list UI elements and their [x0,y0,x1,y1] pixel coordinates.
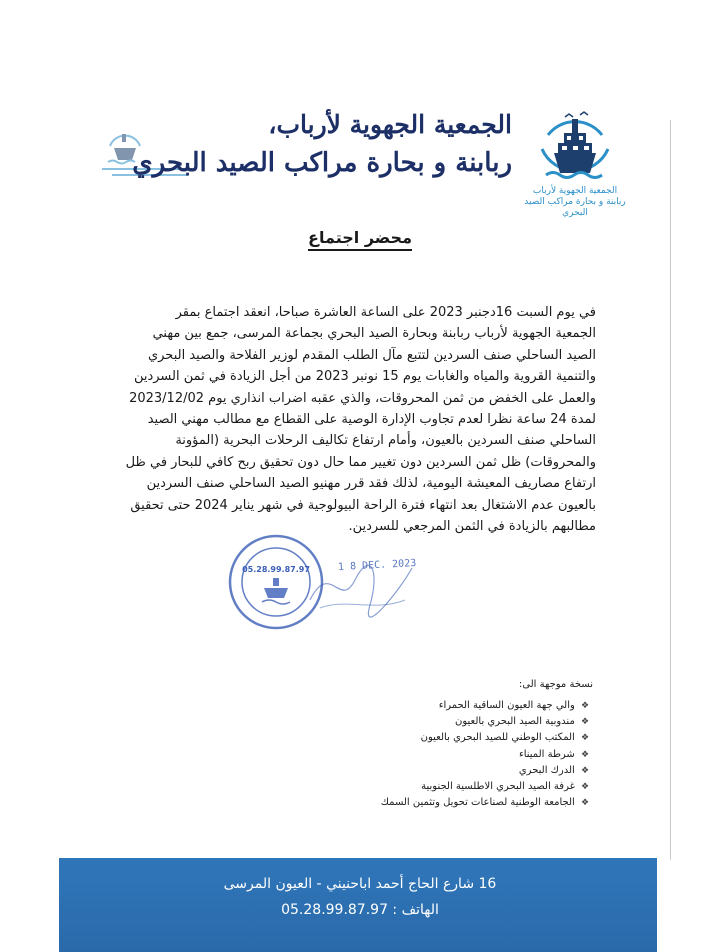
document-heading [0,228,720,247]
body-line: ارتفاع مصاريف المعيشة اليومية، لذلك فقد قرر مهنيو الصيد الساحلي صنف السردين [146,476,596,492]
bullet-icon: ❖ [580,749,590,760]
meeting-minutes-body [124,302,596,537]
date-stamp: 1 8 DEC. 2023 [337,557,417,574]
list-item [252,795,592,811]
body-line: في يوم السبت 16دجنبر 2023 على الساعة العاشرة صباحا، انعقد اجتماع بمقر [175,305,596,320]
logo-caption [512,186,638,219]
logo-caption-line2: ربابنة و بحارة مراكب الصيد البحري [524,197,626,218]
recipient-name: الدرك البحري [518,764,575,776]
bullet-icon: ❖ [580,765,590,776]
body-line: لمدة 24 ساعة نظرا لعدم تجاوب الإدارة الوصية على القطاع مع مطالب مهني الصيد [147,412,596,428]
footer-address: 16 شارع الحاج أحمد اباحنيني - العيون المرسى [223,876,497,892]
page-margin-line [670,120,671,860]
logo-caption-line1: الجمعية الجهوية لأرباب [532,186,618,196]
heading-text: محضر اجتماع [308,228,412,251]
footer-phone: الهاتف : 05.28.99.87.97 [281,902,439,918]
recipient-name: شرطة الميناء [519,748,575,760]
body-line: بالعيون عدم الاشتغال بعد انتهاء فترة الراحة البيولوجية في شهر يناير 2024 حتى تحقيق [130,497,596,513]
list-item [252,779,592,795]
body-line: الساحلي صنف السردين بالعيون، وأمام ارتفاع تكاليف الرحلات البحرية (المؤونة [175,433,596,449]
bullet-icon: ❖ [580,733,590,744]
body-line: والعمل على الخفض من ثمن المحروقات، والذي عقبه اضراب انذاري يوم 2023/12/02 [129,390,596,406]
header-title-line2: ربابنة و بحارة مراكب الصيد البحري [132,148,512,178]
stamp-phone: 05.28.99.87.97 [242,565,310,574]
recipient-name: الجامعة الوطنية لصناعات تحويل وتثمين السمك [380,797,575,809]
bullet-icon: ❖ [580,798,590,809]
body-line: مطالبهم بالزيادة في الثمن المرجعي للسردين. [348,519,596,535]
list-item [252,763,592,779]
list-item [252,730,592,746]
recipient-name: المكتب الوطني للصيد البحري بالعيون [420,732,575,744]
body-line: والمحروقات) ظل ثمن السردين دون تغيير مما حال دون تحقيق ربح كافي للبحار في ظل [125,454,596,470]
bullet-icon: ❖ [580,717,590,728]
body-line: والتنمية القروية والمياه والغابات يوم 15 نونبر 2023 من أجل الزيادة في ثمن السردين [133,369,596,385]
recipient-name: مندوبية الصيد البحري بالعيون [455,716,575,728]
recipient-name: والي جهة العيون الساقية الحمراء [438,700,575,711]
bullet-icon: ❖ [580,701,590,711]
list-item [252,698,592,714]
recipients-list [252,698,592,811]
body-line: الجمعية الجهوية لأرباب ربابنة وبحارة الصيد البحري بجماعة المرسى، جمع بين مهني [152,326,596,342]
bullet-icon: ❖ [580,781,590,792]
header-title-line1: الجمعية الجهوية لأرباب، [268,110,512,139]
copies-title: نسخة موجهة الى: [518,679,593,690]
recipient-name: غرفة الصيد البحري الاطلسية الجنوبية [421,780,575,792]
body-line: الصيد الساحلي صنف السردين لتتبع مآل الطلب المقدم لوزير الفلاحة والصيد البحري [147,347,596,363]
list-item [252,714,592,730]
fishing-boat-icon [542,112,608,178]
list-item [252,747,592,763]
fishing-boat-icon [262,578,290,604]
